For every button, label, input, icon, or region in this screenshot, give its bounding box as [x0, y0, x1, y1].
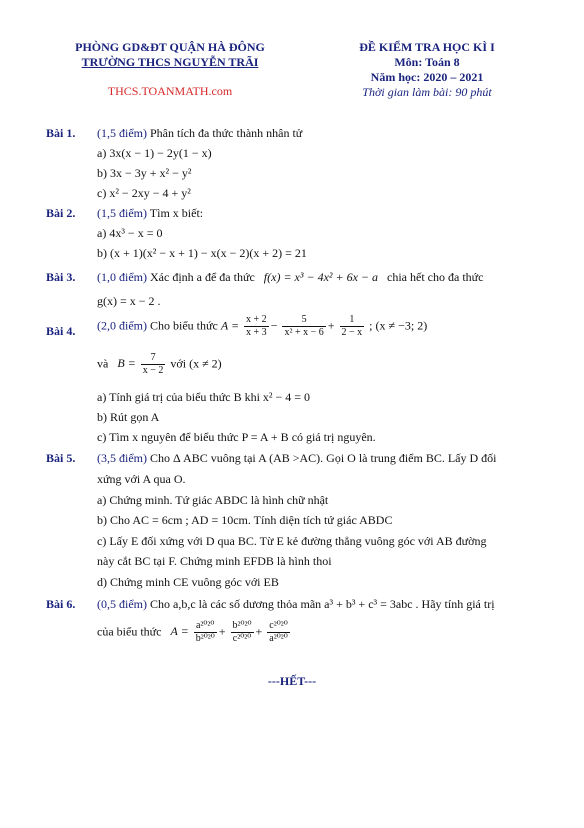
problem-part: b) Cho AC = 6cm ; AD = 10cm. Tính diện tích tứ giác ABDC — [97, 513, 393, 527]
problem-label: Bài 5. — [46, 451, 76, 465]
problem-part: của biểu thức A = $\frac{\text{a²⁰²⁰}}{\text{b²⁰²⁰}}$ + $\frac{\text{b²⁰²⁰}}{\text{c²⁰²⁰}}$ + $\frac{\text{c²⁰²⁰}}{\text{a²⁰²⁰}}$ — [97, 620, 288, 644]
problem-statement: (1,5 điểm) Phân tích đa thức thành nhân tử — [97, 126, 303, 140]
dept-name: PHÒNG GD&ĐT QUẬN HÀ ĐÔNG — [75, 40, 265, 54]
problem-label: Bài 6. — [46, 597, 76, 611]
problem-part: c) Lấy E đối xứng với D qua BC. Từ E kẻ đường thẳng vuông góc với AB đường — [97, 534, 487, 548]
fraction: $\frac{\text{a²⁰²⁰}}{\text{b²⁰²⁰}}$ — [195, 620, 215, 644]
problem-statement: (2,0 điểm) Cho biểu thức A = $\frac{x + 2}{x + 3}$ − $\frac{5}{\text{x² + x − 6}}$ + $\frac{1}{2 - x}$ ; (x ≠ −3; 2) — [97, 314, 428, 338]
problem-part: a) Chứng minh. Tứ giác ABDC là hình chữ nhật — [97, 493, 329, 507]
problem-part: a) 3x(x − 1) − 2y(1 − x) — [97, 146, 212, 160]
fraction: $\frac{5}{\text{x² + x − 6}}$ — [284, 314, 324, 338]
school-year: Năm học: 2020 – 2021 — [370, 70, 484, 84]
end-marker: ---HẾT--- — [267, 674, 317, 688]
fraction: $\frac{\text{b²⁰²⁰}}{\text{c²⁰²⁰}}$ — [232, 620, 252, 644]
problem-part: c) Tìm x nguyên để biểu thức P = A + B có giá trị nguyên. — [97, 430, 376, 444]
problem-statement: (1,0 điểm) Xác định a để đa thức f(x) = x³ − 4x² + 6x − a chia hết cho đa thức — [97, 270, 484, 284]
time-limit: Thời gian làm bài: 90 phút — [362, 85, 492, 99]
subject: Môn: Toán 8 — [394, 55, 460, 69]
school-name: TRƯỜNG THCS NGUYỄN TRÃI — [81, 55, 259, 69]
problem-part: g(x) = x − 2 . — [97, 294, 161, 308]
problem-part: xứng với A qua O. — [97, 472, 186, 486]
fraction: $\frac{\text{c²⁰²⁰}}{\text{a²⁰²⁰}}$ — [269, 620, 288, 644]
problem-statement: (1,5 điểm) Tìm x biết: — [97, 206, 204, 220]
header-right — [322, 40, 532, 100]
problem-part: a) 4x³ − x = 0 — [97, 226, 163, 240]
fraction: $\frac{1}{2 - x}$ — [341, 314, 363, 338]
problem-part: c) x² − 2xy − 4 + y² — [97, 186, 191, 200]
problem-label: Bài 3. — [46, 270, 76, 284]
problem-statement: (0,5 điểm) Cho a,b,c là các số dương thỏa mãn a³ + b³ + c³ = 3abc . Hãy tính giá trị — [97, 597, 495, 611]
problem-label: Bài 4. — [46, 324, 76, 338]
problem-part: và B = $\frac{7}{x - 2}$ với (x ≠ 2) — [97, 352, 222, 376]
problem-part: b) Rút gọn A — [97, 410, 160, 424]
site-link[interactable]: THCS.TOANMATH.com — [107, 84, 233, 98]
problem-label: Bài 1. — [46, 126, 76, 140]
problem-part: b) 3x − 3y + x² − y² — [97, 166, 192, 180]
fraction: $\frac{7}{x - 2}$ — [142, 352, 164, 376]
problem-statement: (3,5 điểm) Cho Δ ABC vuông tại A (AB >AC). Gọi O là trung điểm BC. Lấy D đối — [97, 451, 497, 465]
problem-part: d) Chứng minh CE vuông góc với EB — [97, 575, 279, 589]
problem-part: này cắt BC tại F. Chứng minh EFDB là hình thoi — [97, 554, 332, 568]
problem-label: Bài 2. — [46, 206, 76, 220]
header-left — [60, 40, 280, 99]
exam-title: ĐỀ KIỂM TRA HỌC KÌ I — [359, 40, 495, 54]
problem-part: b) (x + 1)(x² − x + 1) − x(x − 2)(x + 2) = 21 — [97, 246, 307, 260]
problem-part: a) Tính giá trị của biểu thức B khi x² − 4 = 0 — [97, 390, 311, 404]
fraction: $\frac{x + 2}{x + 3}$ — [246, 314, 267, 338]
